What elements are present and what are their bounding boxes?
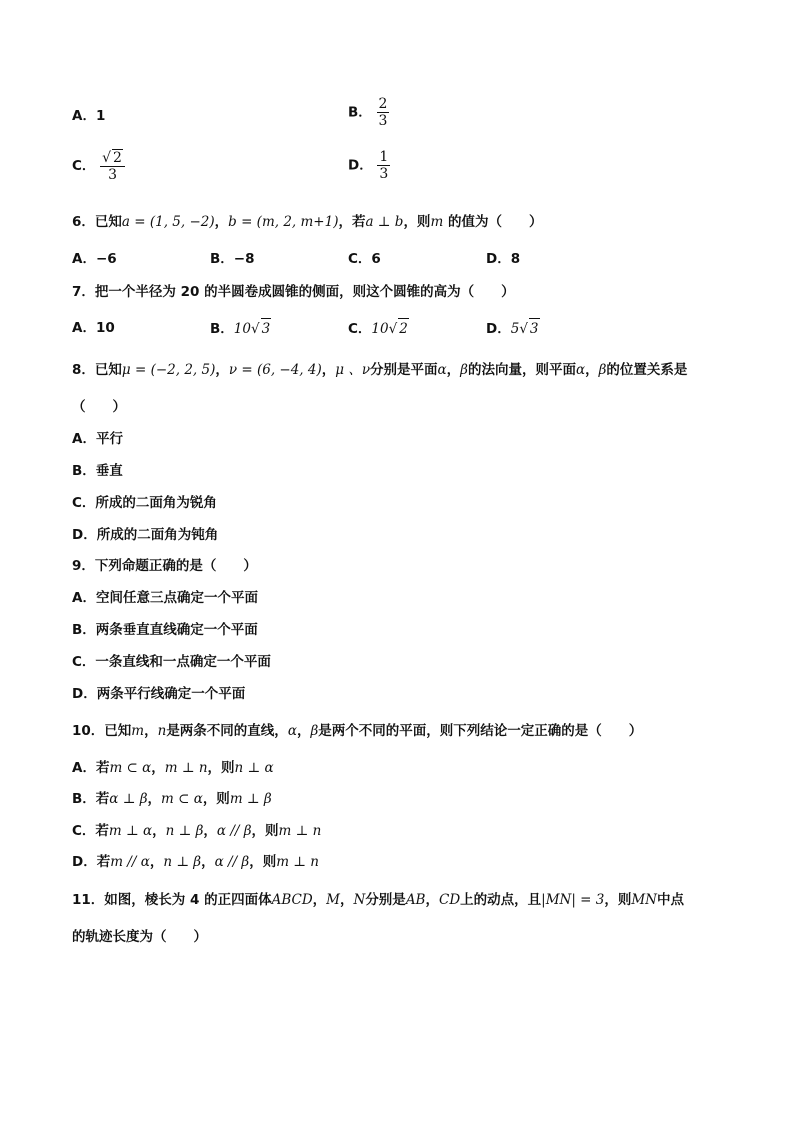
q6-option-d: D．8 [486, 251, 521, 267]
q6-option-b: B．−8 [210, 251, 255, 267]
q8-stem: 8．已知μ = (−2, 2, 5)，ν = (6, −4, 4)，μ 、ν分别是平面α，β的法向量，则平面α，β的位置关系是 [72, 362, 688, 378]
q10-option-c: C．若m ⊥ α，n ⊥ β，α // β，则m ⊥ n [72, 823, 322, 839]
q5-option-d: D． $\frac{1}{3}$ [348, 149, 389, 182]
q6-stem: 6．已知a = (1, 5, −2)，b = (m, 2, m+1)，若a ⊥ b，则m 的值为（ ） [72, 214, 543, 230]
q6-option-c: C．6 [348, 251, 381, 267]
q7-option-c: C．10√ 2 [348, 318, 409, 339]
fraction: $\frac{1}{3}$ [379, 149, 389, 182]
q6-option-a: A．−6 [72, 251, 117, 267]
q9-stem: 9．下列命题正确的是（ ） [72, 558, 257, 574]
q9-option-c: C．一条直线和一点确定一个平面 [72, 654, 271, 670]
q9-option-b: B．两条垂直直线确定一个平面 [72, 622, 258, 638]
q10-option-d: D．若m // α，n ⊥ β，α // β，则m ⊥ n [72, 854, 319, 870]
q10-option-a: A．若m ⊂ α，m ⊥ n，则n ⊥ α [72, 760, 274, 776]
q10-stem: 10．已知m，n是两条不同的直线，α，β是两个不同的平面，则下列结论一定正确的是（ ） [72, 723, 643, 739]
q7-option-b: B．10√ 3 [210, 318, 271, 339]
q7-option-a: A．10 [72, 320, 115, 336]
q10-option-b: B．若α ⊥ β，m ⊂ α，则m ⊥ β [72, 791, 272, 807]
q8-paren: （ ） [72, 399, 126, 415]
q11-stem-line2: 的轨迹长度为（ ） [72, 929, 207, 945]
fraction: $\frac{2}{3}$ [378, 96, 388, 129]
fraction: $\frac{√ 2}{3}$ [100, 149, 125, 183]
q9-option-a: A．空间任意三点确定一个平面 [72, 590, 258, 606]
q5-option-a: A．1 [72, 108, 106, 124]
q5-option-b: B． $\frac{2}{3}$ [348, 96, 388, 129]
q8-option-d: D．所成的二面角为钝角 [72, 527, 219, 543]
q7-stem: 7．把一个半径为 20 的半圆卷成圆锥的侧面，则这个圆锥的高为（ ） [72, 284, 515, 300]
q11-stem: 11．如图，棱长为 4 的正四面体ABCD，M，N分别是AB，CD上的动点，且|MN| = 3，则MN中点 [72, 892, 684, 908]
q9-option-d: D．两条平行线确定一个平面 [72, 686, 246, 702]
q8-option-a: A．平行 [72, 431, 123, 447]
q8-option-c: C．所成的二面角为锐角 [72, 495, 217, 511]
q7-option-d: D．5√ 3 [486, 318, 540, 339]
q5-option-c: C． $\frac{√ 2}{3}$ [72, 149, 125, 183]
q8-option-b: B．垂直 [72, 463, 123, 479]
